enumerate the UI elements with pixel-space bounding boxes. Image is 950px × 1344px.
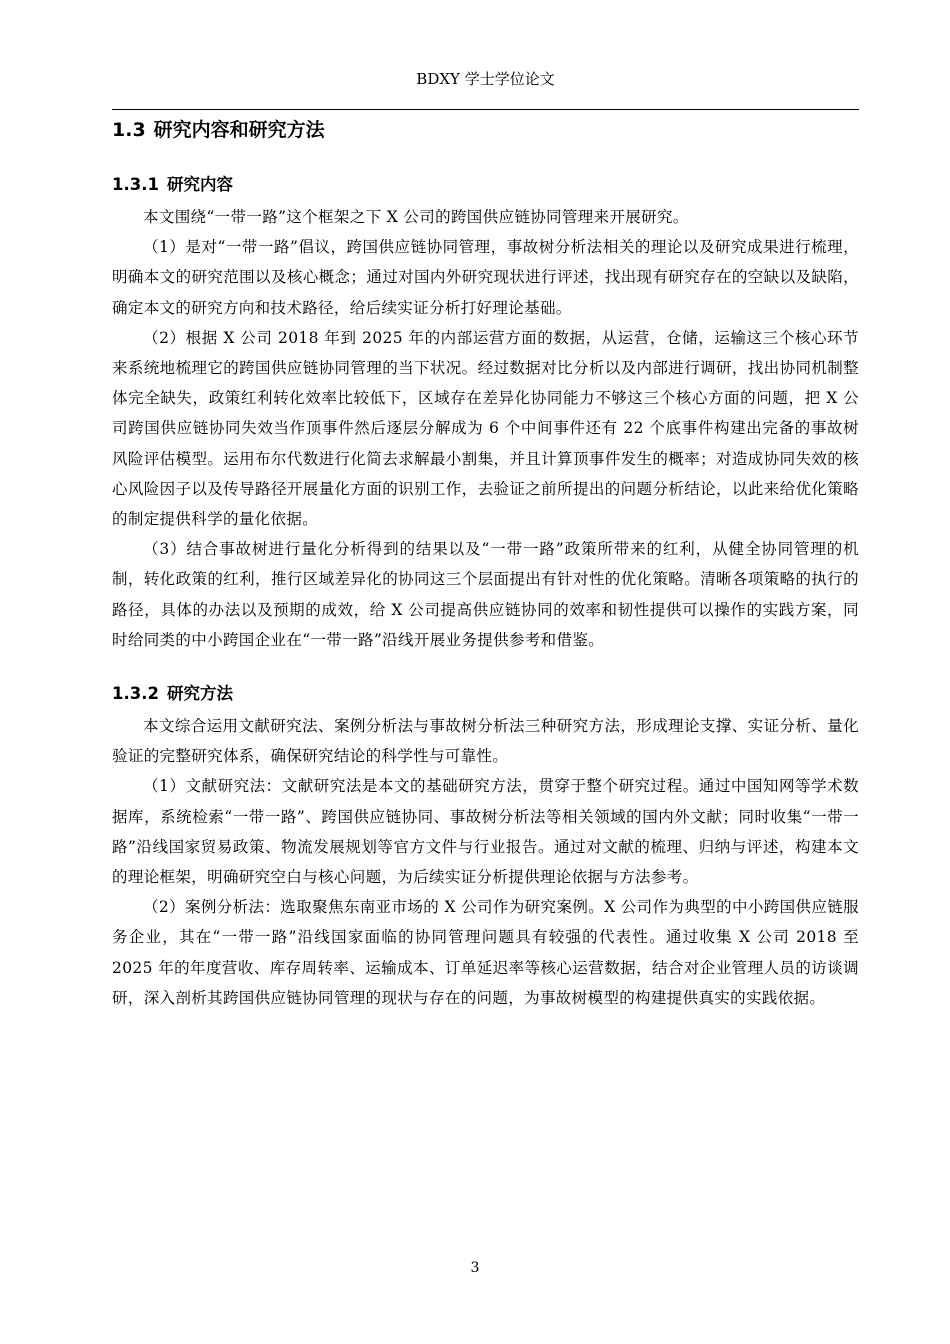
body-paragraph: （1）文献研究法：文献研究法是本文的基础研究方法，贯穿于整个研究过程。通过中国知网等学术数据库，系统检索“一带一路”、跨国供应链协同、事故树分析法等相关领域的国内外文献；同时收集“一带一路”沿线国家贸易政策、物流发展规划等官方文件与行业报告。通过对文献的梳理、归纳与评述，构建本文的理论框架，明确研究空白与核心问题，为后续实证分析提供理论依据与方法参考。: [112, 777, 859, 887]
running-header: BDXY 学士学位论文: [416, 70, 555, 88]
subsection-heading-method: [112, 681, 859, 711]
subsection-number: 1.3.1: [112, 175, 159, 194]
page-number: 3: [470, 1260, 480, 1276]
body-paragraph: （3）结合事故树进行量化分析得到的结果以及“一带一路”政策所带来的红利，从健全协同管理的机制，转化政策的红利，推行区域差异化的协同这三个层面提出有针对性的优化策略。清晰各项策略的执行的路径，具体的办法以及预期的成效，给 X 公司提高供应链协同的效率和韧性提供可以操作的实践方案，同时给同类的中小跨国企业在“一带一路”沿线开展业务提供参考和借鉴。: [112, 540, 859, 649]
section-heading: [112, 116, 859, 148]
section-title: 研究内容和研究方法: [153, 119, 325, 141]
body-paragraph: （2）根据 X 公司 2018 年到 2025 年的内部运营方面的数据，从运营，仓储，运输这三个核心环节来系统地梳理它的跨国供应链协同管理的当下状况。经过数据对比分析以及内部进行调研，找出协同机制整体完全缺失，政策红利转化效率比较低下，区域存在差异化协同能力不够这三个核心方面的问题，把 X 公司跨国供应链协同失效当作顶事件然后逐层分解成为 6 个中间事件还有 22 个底事件构建出完备的事故树风险评估模型。运用布尔代数进行化简去求解最小割集，并且计算顶事件发生的概率；对造成协同失效的核心风险因子以及传导路径开展量化方面的识别工作，去验证之前所提出的问题分析结论，以此来给优化策略的制定提供科学的量化依据。: [112, 328, 859, 529]
body-paragraph: （1）是对“一带一路”倡议，跨国供应链协同管理，事故树分析法相关的理论以及研究成果进行梳理，明确本文的研究范围以及核心概念；通过对国内外研究现状进行评述，找出现有研究存在的空缺以及缺陷，确定本文的研究方向和技术路径，给后续实证分析打好理论基础。: [112, 238, 859, 317]
subsection-number: 1.3.2: [112, 684, 159, 704]
body-paragraph: （2）案例分析法：选取聚焦东南亚市场的 X 公司作为研究案例。X 公司作为典型的中小跨国供应链服务企业，其在“一带一路”沿线国家面临的协同管理问题具有较强的代表性。通过收集 X 公司 2018 至 2025 年的年度营收、库存周转率、运输成本、订单延迟率等核心运营数据，结合对企业管理人员的访谈调研，深入剖析其跨国供应链协同管理的现状与存在的问题，为事故树模型的构建提供真实的实践依据。: [112, 898, 859, 1007]
page-body: [112, 116, 859, 1013]
body-paragraph: 本文围绕“一带一路”这个框架之下 X 公司的跨国供应链协同管理来开展研究。: [143, 208, 689, 226]
subsection-title: 研究内容: [166, 175, 233, 194]
body-paragraph: 本文综合运用文献研究法、案例分析法与事故树分析法三种研究方法，形成理论支撑、实证分析、量化验证的完整研究体系，确保研究结论的科学性与可靠性。: [112, 717, 859, 766]
subsection-heading-content: [112, 172, 859, 202]
header-divider: [112, 109, 859, 110]
subsection-title: 研究方法: [166, 684, 233, 704]
section-number: 1.3: [112, 119, 146, 141]
